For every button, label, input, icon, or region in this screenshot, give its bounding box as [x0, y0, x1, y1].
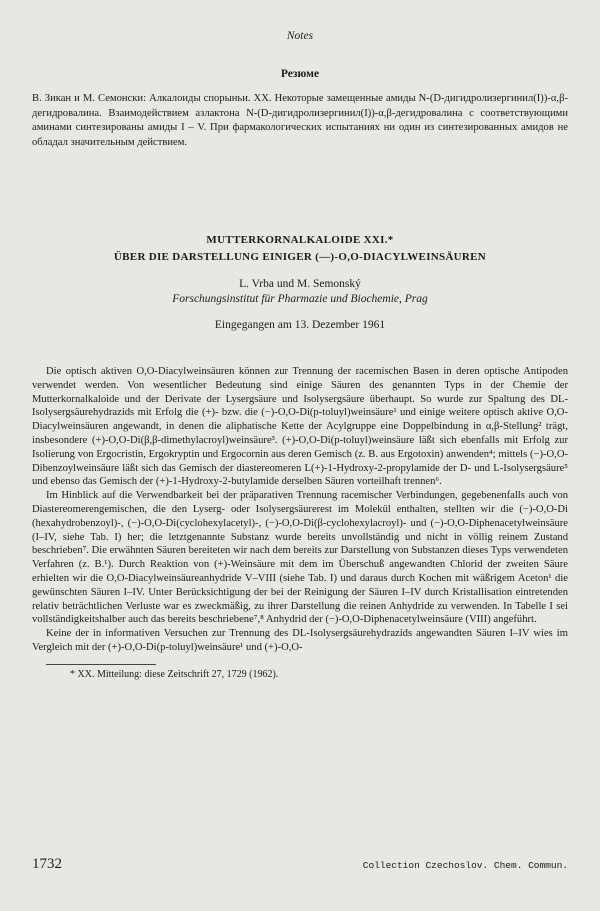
- article-title: [32, 232, 568, 266]
- article-body: [32, 365, 568, 680]
- page-footer: [32, 856, 568, 873]
- footnote: * XX. Mitteilung: diese Zeitschrift 27, 1729 (1962).: [70, 668, 279, 680]
- authors: L. Vrba und M. Semonský: [239, 278, 361, 290]
- russian-abstract: В. Зикан и М. Семонски: Алкалоиды спорыньи. XX. Некоторые замещенные амиды N-(D-дигидролизергинил(I))-α,β-дегидровалина. Взаимодействием азлактона N-(D-дигидролизергинил(I))-α,β-дегидровалина с соответствующими аминами синтезированы амиды I – V. При фармакологических испытаниях ни один из синтезированных амидов не обладал значительным действием.: [32, 93, 568, 148]
- running-header: Notes: [286, 30, 314, 42]
- institute: Forschungsinstitut für Pharmazie und Biochemie, Prag: [172, 293, 428, 305]
- article-title-line-1: MUTTERKORNALKALOIDE XXI.*: [206, 234, 394, 246]
- journal-name: Collection Czechoslov. Chem. Commun.: [362, 860, 568, 871]
- body-paragraph-2: Im Hinblick auf die Verwendbarkeit bei der präparativen Trennung racemischer Verbindungen, gegebenenfalls auch von Diastereomerengemischen, die den Lyserg- oder Isolysergsäurerest im Molekül enthalten, stellten wir die (−)-O,O-Di (hexahydrobenzoyl)-, (−)-O,O-Di(cyclohexylacetyl)-, (−)-O,O-Di(β-cyclohexylacroyl)- und (−)-O,O-Diphenacetylweinsäure (I–IV, siehe Tab. I) her; die letztgenannte Substanz wurde bereits unvollständig und nicht in völlig reinem Zustand beschrieben⁷. Die erwähnten Säuren bereiteten wir nach dem bereits zur Darstellung von Substanzen dieses Typs verwendeten Verfahren (z. B.¹). Durch Reaktion von (+)-Weinsäure mit dem im Überschuß angewandten Chlorid der zweiten Säure erhielten wir die O,O-Diacylweinsäureanhydride V–VIII (siehe Tab. I) und daraus durch Kochen mit wäßrigem Aceton¹ die gewünschten Säuren I–IV. Unter Berücksichtigung der bei der Reinigung der Säuren I–IV durch Kristallisation eintretenden relativ beträchtlichen Verluste war es zweckmäßig, zu ihrer Darstellung die reinen Anhydride zu verwenden. In Tabelle I sei vollständigkeitshalber auch das bereits beschriebene⁷,⁸ Anhydrid der (−)-O,O-Diphenacetylweinsäure (VIII) angeführt.: [32, 490, 568, 626]
- body-paragraph-1: Die optisch aktiven O,O-Diacylweinsäuren können zur Trennung der racemischen Basen in deren optische Antipoden verwendet werden. Von wesentlicher Bedeutung sind einige Säuren des genannten Typs in der Chemie der Mutterkornalkaloide und der Derivate der Lysergsäure und Isolysergsäure überhaupt. So wurde zur Spaltung des DL-Isolysergsäurehydrazids mit Erfolg die (+)- bzw. die (−)-O,O-Di(p-toluyl)weinsäure¹ und einige weitere optisch aktive O,O-Diacylweinsäuren angewandt, in denen die aliphatische Kette der Acylgruppe eine Doppelbindung in α,β-Stellung² trägt, insbesondere (+)-O,O-Di(β,β-dimethylacroyl)weinsäure³. (+)-O,O-Di(p-toluyl)weinsäure läßt sich ebenfalls mit Erfolg zur Isolierung von Ergocristin, Ergokryptin und Ergocornin aus deren Gemisch (z. B. aus Ergotoxin) anwenden⁴; mittels (−)-O,O-Dibenzoylweinsäure läßt sich das Gemisch der diastereomeren L(+)-1-Hydroxy-2-propylamide der D- und L-Isolysergsäure⁵ und ebenso das Gemisch der (+)-1-Hydroxy-2-butylamide derselben Säuren vorteilhaft trennen⁶.: [32, 366, 568, 488]
- abstract-heading: Резюме: [280, 68, 320, 80]
- received-date: Eingegangen am 13. Dezember 1961: [214, 319, 386, 331]
- body-paragraph-3: Keine der in informativen Versuchen zur Trennung des DL-Isolysergsäurehydrazids angewandten Säuren I–IV wies im Vergleich mit der (+)-O,O-Di(p-toluyl)weinsäure¹ und (+)-O,O-: [32, 628, 568, 653]
- article-title-line-2: ÜBER DIE DARSTELLUNG EINIGER (—)-O,O-DIACYLWEINSÄUREN: [113, 251, 487, 263]
- footnote-divider: [46, 664, 156, 665]
- page-number: 1732: [32, 856, 62, 872]
